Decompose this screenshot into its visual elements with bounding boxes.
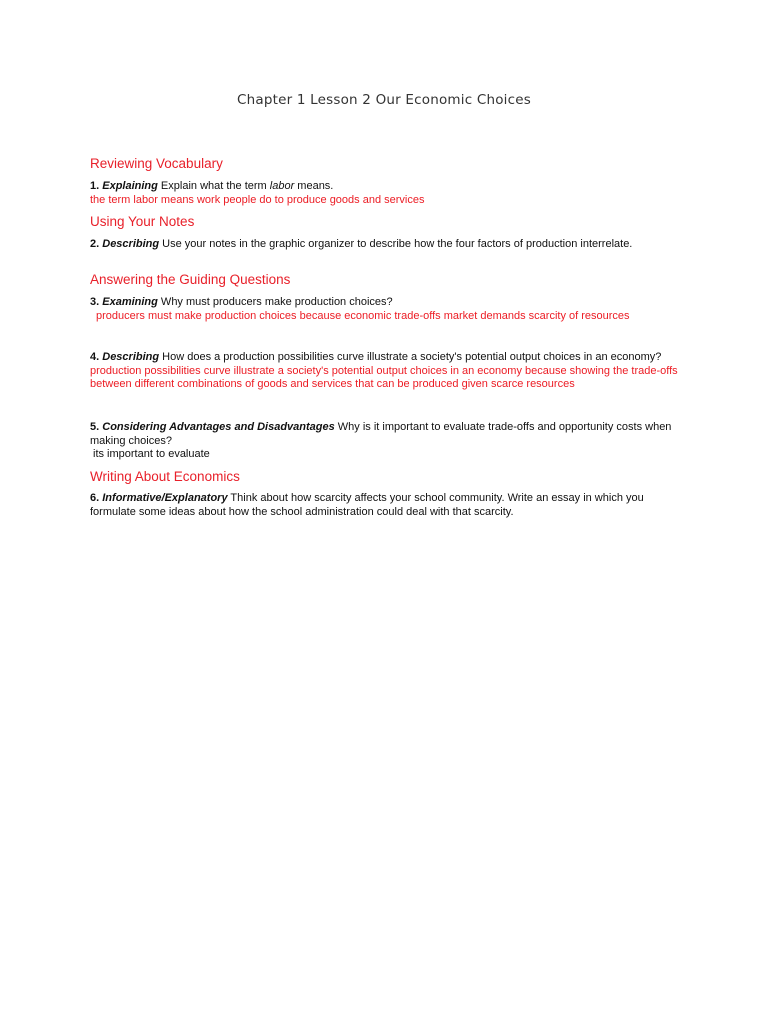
- question-text: How does a production possibilities curve illustrate a society's potential output choices in an economy?: [159, 351, 662, 363]
- question-lead: Explaining: [102, 180, 158, 192]
- question-6-prompt: [90, 492, 682, 519]
- question-1: [90, 180, 682, 207]
- page-title: Chapter 1 Lesson 2 Our Economic Choices: [236, 92, 531, 108]
- question-2: [90, 238, 682, 252]
- question-2-prompt: [90, 238, 682, 252]
- question-5-answer: its important to evaluate: [93, 448, 210, 460]
- question-lead: Describing: [102, 351, 160, 363]
- question-text: Why must producers make production choices?: [157, 296, 393, 308]
- question-4: [90, 351, 682, 392]
- question-1-answer: the term labor means work people do to produce goods and services: [90, 193, 425, 206]
- section-heading-using-your-notes: Using Your Notes: [90, 214, 195, 229]
- question-3-answer: producers must make production choices because economic trade-offs market demands scarcity of resources: [96, 309, 630, 322]
- question-3-prompt: [90, 296, 682, 310]
- question-lead: Examining: [102, 296, 158, 308]
- question-5-prompt: [90, 421, 682, 448]
- question-3: [90, 296, 682, 323]
- question-text: Use your notes in the graphic organizer to describe how the four factors of production interrelate.: [159, 238, 633, 250]
- question-text: Explain what the term: [157, 180, 270, 192]
- question-text: Why is it important to evaluate trade-offs and opportunity costs when making choices?: [90, 421, 672, 447]
- question-text: means.: [294, 180, 334, 192]
- section-heading-guiding-questions: Answering the Guiding Questions: [90, 272, 291, 287]
- question-number: 1.: [90, 180, 100, 192]
- question-1-prompt: [90, 180, 682, 194]
- question-4-prompt: [90, 351, 682, 365]
- question-5: [90, 421, 682, 462]
- section-heading-writing: Writing About Economics: [90, 469, 240, 484]
- question-number: 6.: [90, 492, 100, 504]
- question-number: 3.: [90, 296, 100, 308]
- question-number: 2.: [90, 238, 100, 250]
- question-4-answer: production possibilities curve illustrate a society's potential output choices in an economy because showing the trade-offs between different combinations of goods and services that can be produced given scarce resources: [90, 364, 678, 390]
- question-number: 5.: [90, 421, 100, 433]
- question-lead: Informative/Explanatory: [102, 492, 228, 504]
- question-number: 4.: [90, 351, 100, 363]
- question-lead: Considering Advantages and Disadvantages: [102, 421, 335, 433]
- question-lead: Describing: [102, 238, 160, 250]
- section-heading-reviewing-vocabulary: Reviewing Vocabulary: [90, 156, 223, 171]
- question-term: labor: [269, 180, 295, 192]
- question-6: [90, 492, 682, 519]
- question-text: Think about how scarcity affects your school community. Write an essay in which you formulate some ideas about how the school administration could deal with that scarcity.: [90, 492, 644, 518]
